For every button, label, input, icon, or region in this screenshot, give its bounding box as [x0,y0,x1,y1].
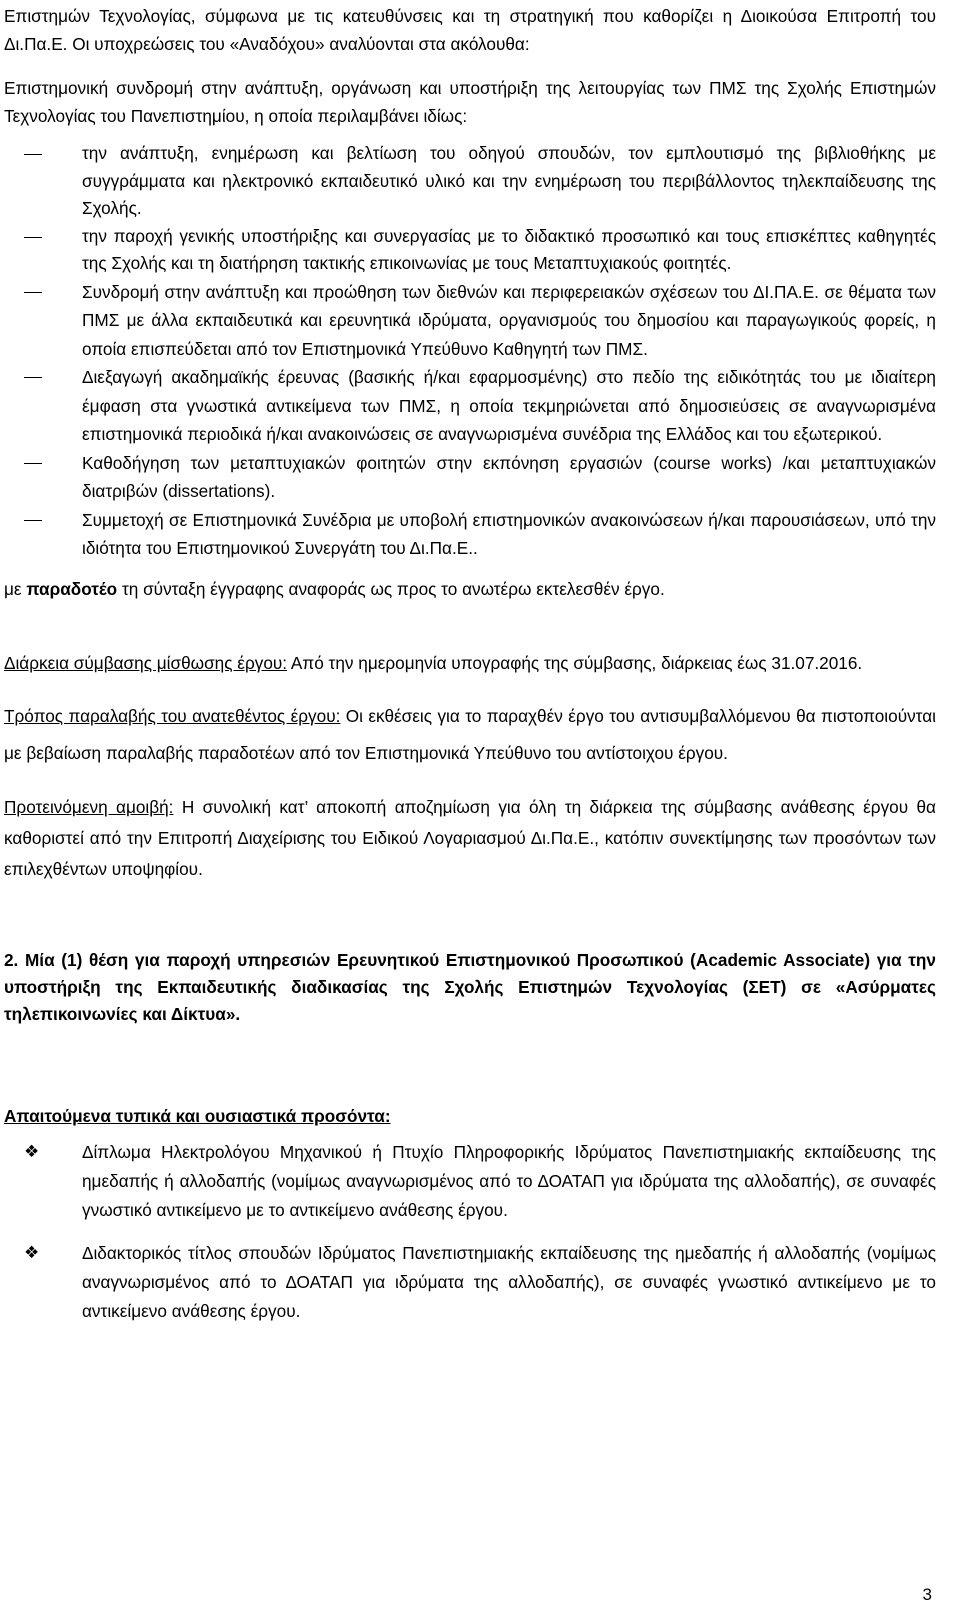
requirement-item: ❖ Δίπλωμα Ηλεκτρολόγου Μηχανικού ή Πτυχίο Πληροφορικής Ιδρύματος Πανεπιστημιακής εκπαίδευσης της ημεδαπής ή αλλοδαπής (νομίμως αναγνωρισμένος από το ΔΟΑΤΑΠ για ιδρύματα της αλλοδαπής), σε συναφές γνωστικό αντικείμενο με το αντικείμενο ανάθεσης έργου. [4,1138,936,1225]
intro-paragraph: Επιστημών Τεχνολογίας, σύμφωνα με τις κατευθύνσεις και τη στρατηγική που καθορίζει η Διοικούσα Επιτροπή του Δι.Πα.Ε. Οι υποχρεώσεις του «Αναδόχου» αναλύονται στα ακόλουθα: [4,6,936,54]
duties-list [4,140,936,563]
support-paragraph: Επιστημονική συνδρομή στην ανάπτυξη, οργάνωση και υποστήριξη της λειτουργίας των ΠΜΣ της Σχολής Επιστημών Τεχνολογίας του Πανεπιστημίου, η οποία περιλαμβάνει ιδίως: [4,78,936,126]
position-title: 2. Μία (1) θέση για παροχή υπηρεσιών Ερευνητικού Επιστημονικού Προσωπικού (Academic Associate) για την υποστήριξη της Εκπαιδευτικής διαδικασίας της Σχολής Επιστημών Τεχνολογίας (ΣΕΤ) σε «Ασύρματες τηλεπικοινωνίες και Δίκτυα». [4,949,936,1024]
duty-item: Συνδρομή στην ανάπτυξη και προώθηση των διεθνών και περιφερειακών σχέσεων του ΔΙ.ΠΑ.Ε. σε θέματα των ΠΜΣ με άλλα εκπαιδευτικά και ερευνητικά ιδρύματα, οργανισμούς του δημοσίου και παραγωγικούς φορείς, η οποία επισπεύδεται από τον Επιστημονικά Υπεύθυνο Καθηγητή των ΠΜΣ. [4,278,936,364]
duration-label: Διάρκεια σύμβασης μίσθωσης έργου: [4,652,288,673]
requirements-list [4,1138,936,1326]
requirement-item: ❖ Διδακτορικός τίτλος σπουδών Ιδρύματος Πανεπιστημιακής εκπαίδευσης της ημεδαπής ή αλλοδαπής (νομίμως αναγνωρισμένος από το ΔΟΑΤΑΠ για ιδρύματα της αλλοδαπής), σε συναφές γνωστικό αντικείμενο με το αντικείμενο ανάθεσης έργου. [4,1239,936,1326]
duration-paragraph: Διάρκεια σύμβασης μίσθωσης έργου: Από την ημερομηνία υπογραφής της σύμβασης, διάρκειας έως 31.07.2016. [4,652,863,673]
payment-label: Προτεινόμενη αμοιβή: [4,796,174,817]
page-number: 3 [922,1585,932,1604]
diamond-bullet-icon: ❖ [24,1242,40,1263]
deliverable-paragraph: με παραδοτέο τη σύνταξη έγγραφης αναφοράς ως προς το ανωτέρω εκτελεσθέν έργο. [4,578,665,599]
duty-item: Καθοδήγηση των μεταπτυχιακών φοιτητών στην εκπόνηση εργασιών (course works) /και μεταπτυχιακών διατριβών (dissertations). [4,449,936,506]
document-page [4,2,936,1326]
duty-item: την παροχή γενικής υποστήριξης και συνεργασίας με το διδακτικό προσωπικό και τους επισκέπτες καθηγητές της Σχολής και τη διατήρηση τακτικής επικοινωνίας με τους Μεταπτυχιακούς φοιτητές. [4,223,936,278]
duty-item: την ανάπτυξη, ενημέρωση και βελτίωση του οδηγού σπουδών, τον εμπλουτισμό της βιβλιοθήκης με συγγράμματα και ηλεκτρονικό εκπαιδευτικό υλικό και την ενημέρωση του περιβάλλοντος τηλεκπαίδευσης της Σχολής. [4,140,936,223]
acceptance-label: Τρόπος παραλαβής του ανατεθέντος έργου: [4,705,341,726]
acceptance-paragraph: Τρόπος παραλαβής του ανατεθέντος έργου: Οι εκθέσεις για το παραχθέν έργο του αντισυμβαλλόμενου θα πιστοποιούνται με βεβαίωση παραλαβής παραδοτέων από τον Επιστημονικά Υπεύθυνο του αντίστοιχου έργου. [4,705,936,763]
deliverable-bold: παραδοτέο [26,578,118,599]
diamond-bullet-icon: ❖ [24,1141,40,1162]
requirements-heading: Απαιτούμενα τυπικά και ουσιαστικά προσόντα: [4,1105,391,1126]
payment-paragraph: Προτεινόμενη αμοιβή: Η συνολική κατ’ αποκοπή αποζημίωση για όλη τη διάρκεια της σύμβασης ανάθεσης έργου θα καθοριστεί από την Επιτροπή Διαχείρισης του Ειδικού Λογαριασμού Δι.Πα.Ε., κατόπιν συνεκτίμησης των προσόντων των επιλεχθέντων υποψηφίου. [4,796,936,879]
duty-item: Συμμετοχή σε Επιστημονικά Συνέδρια με υποβολή επιστημονικών ανακοινώσεων ή/και παρουσιάσεων, υπό την ιδιότητα του Επιστημονικού Συνεργάτη του Δι.Πα.Ε.. [4,506,936,563]
duty-item: Διεξαγωγή ακαδημαϊκής έρευνας (βασικής ή/και εφαρμοσμένης) στο πεδίο της ειδικότητάς του με ιδιαίτερη έμφαση στα γνωστικά αντικείμενα των ΠΜΣ, η οποία τεκμηριώνεται από δημοσιεύσεις σε αναγνωρισμένα επιστημονικά περιοδικά ή/και ανακοινώσεις σε αναγνωρισμένα συνέδρια της Ελλάδος και του εξωτερικού. [4,363,936,449]
